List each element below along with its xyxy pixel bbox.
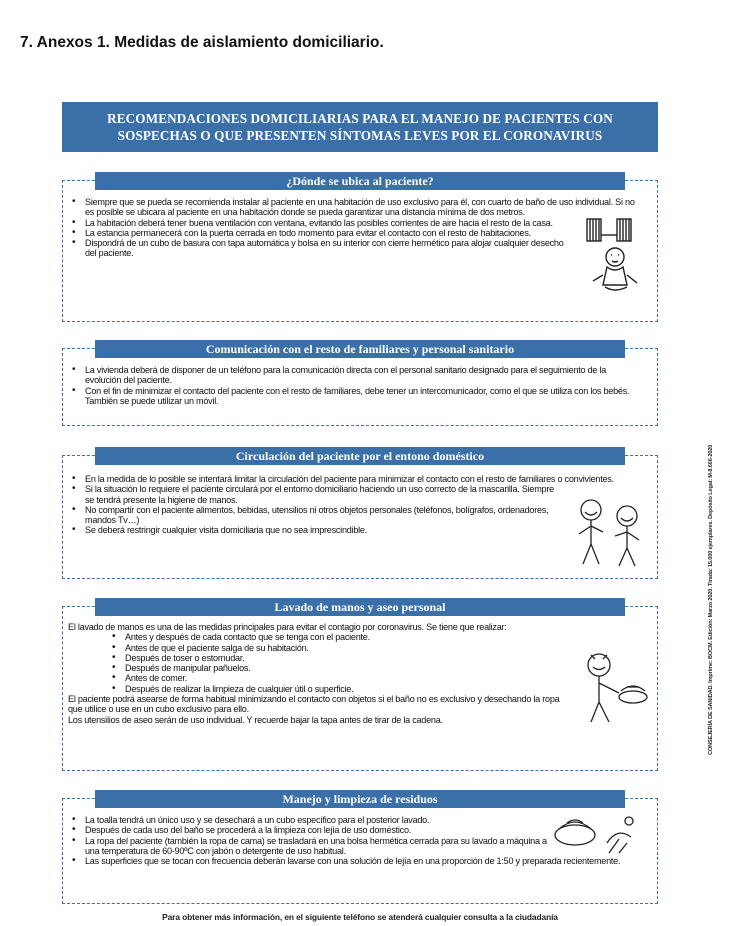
section-title: Comunicación con el resto de familiares y personal sanitario [95,340,625,358]
title-banner [62,102,658,152]
list-item: • Después de realizar la limpieza de cualquier útil o superficie. [125,684,643,694]
person-washing-hands-illustration-icon [577,647,651,725]
patient-in-bed-illustration-icon [581,215,641,299]
banner-line-2: SOSPECHAS O QUE PRESENTEN SÍNTOMAS LEVES POR EL CORONAVIRUS [117,128,603,143]
cleaning-products-illustration-icon [549,813,639,861]
list-item: • La ropa del paciente (también la ropa de cama) se trasladará en una bolsa hermética cerrada para su lavado a máquina a una temperatura de 60-90ºC con jabón o detergente de uso habitual. [85,836,555,857]
section-title: Lavado de manos y aseo personal [95,598,625,616]
list-item: • Antes y después de cada contacto que se tenga con el paciente. [125,632,643,642]
list-item: • Antes de que el paciente salga de su habitación. [125,643,643,653]
page-heading: 7. Anexos 1. Medidas de aislamiento domiciliario. [20,34,384,51]
two-people-masks-illustration-icon [571,494,647,570]
section-body [63,622,643,725]
list-item: • Se deberá restringir cualquier visita domiciliaria que no sea imprescindible. [85,525,555,535]
list-item: • La habitación deberá tener buena ventilación con ventana, evitando las posibles corrientes de aire hacia el resto de la casa. [85,218,565,228]
banner-line-1: RECOMENDACIONES DOMICILIARIAS PARA EL MANEJO DE PACIENTES CON [107,111,613,126]
list-item: • Dispondrá de un cubo de basura con tapa automática y bolsa en su interior con cierre hermético para alojar cualquier desecho del paciente. [85,238,565,259]
list-item: • Después de cada uso del baño se procederá a la limpieza con lejía de uso doméstico. [85,825,555,835]
section-patient-location [62,174,658,322]
list-item: • La estancia permanecerá con la puerta cerrada en todo momento para evitar el contacto con el resto de habitaciones. [85,228,565,238]
list-item: • Después de manipular pañuelos. [125,663,643,673]
list-item: • La vivienda deberá de disponer de un teléfono para la comunicación directa con el personal sanitario designado para el seguimiento de la evolución del paciente. [85,365,641,386]
section-waste-cleaning [62,792,658,904]
section-intro: El lavado de manos es una de las medidas principales para evitar el contagio por coronavirus. Se tiene que realizar: [68,622,507,632]
section-body [63,197,635,259]
section-body [63,365,641,406]
section-body [63,474,614,536]
section-title: ¿Dónde se ubica al paciente? [95,172,625,190]
section-title: Manejo y limpieza de residuos [95,790,625,808]
list-item: • Antes de comer. [125,673,643,683]
section-outro: El paciente podrá asearse de forma habitual minimizando el contacto con objetos si el baño no es exclusivo y desechando la ropa que utilice o use en un cubo exclusivo para ello. [68,694,560,715]
list-item: • Con el fin de minimizar el contacto del paciente con el resto de familiares, debe tener un intercomunicador, como el que se utiliza con los bebés. También se puede utilizar un móvil. [85,386,641,407]
side-publication-note: CONSEJERÍA DE SANIDAD. Imprime: BOCM. Edición: Marzo 2020. Tirada: 15.000 ejemplares. Depósito Legal: M-8.666-2020 [708,444,714,755]
section-title: Circulación del paciente por el entono doméstico [95,447,625,465]
section-circulation [62,449,658,579]
list-item: • En la medida de lo posible se intentará limitar la circulación del paciente para minimizar el contacto con el resto de familiares o convivientes. [85,474,640,484]
section-handwashing [62,600,658,771]
list-item: • No compartir con el paciente alimentos, bebidas, utensilios ni otros objetos personales (teléfonos, bolígrafos, ordenadores, mandos Tv…) [85,505,555,526]
list-item: • Siempre que se pueda se recomienda instalar al paciente en una habitación de uso exclusivo para él, con cuarto de baño de uso individual. Si no es posible se ubicara al paciente en una habitación donde se pueda garantizar una distancia mínima de dos metros. [85,197,640,218]
section-outro: Los utensilios de aseo serán de uso individual. Y recuerde bajar la tapa antes de tirar de la cadena. [68,714,443,725]
section-communication [62,342,658,426]
list-item: • Después de toser o estornudar. [125,653,643,663]
list-item: • Las superficies que se tocan con frecuencia deberán lavarse con una solución de lejía en una proporción de 1:50 y preparada recientemente. [85,856,640,866]
list-item: • La toalla tendrá un único uso y se desechará a un cubo específico para el posterior lavado. [85,815,555,825]
list-item: • Si la situación lo requiere el paciente circulará por el entorno domiciliario haciendo un uso correcto de la mascarilla. Siempre se tendrá presente la higiene de manos. [85,484,555,505]
footer-note: Para obtener más información, en el siguiente teléfono se atenderá cualquier consulta a la ciudadanía [162,912,558,922]
